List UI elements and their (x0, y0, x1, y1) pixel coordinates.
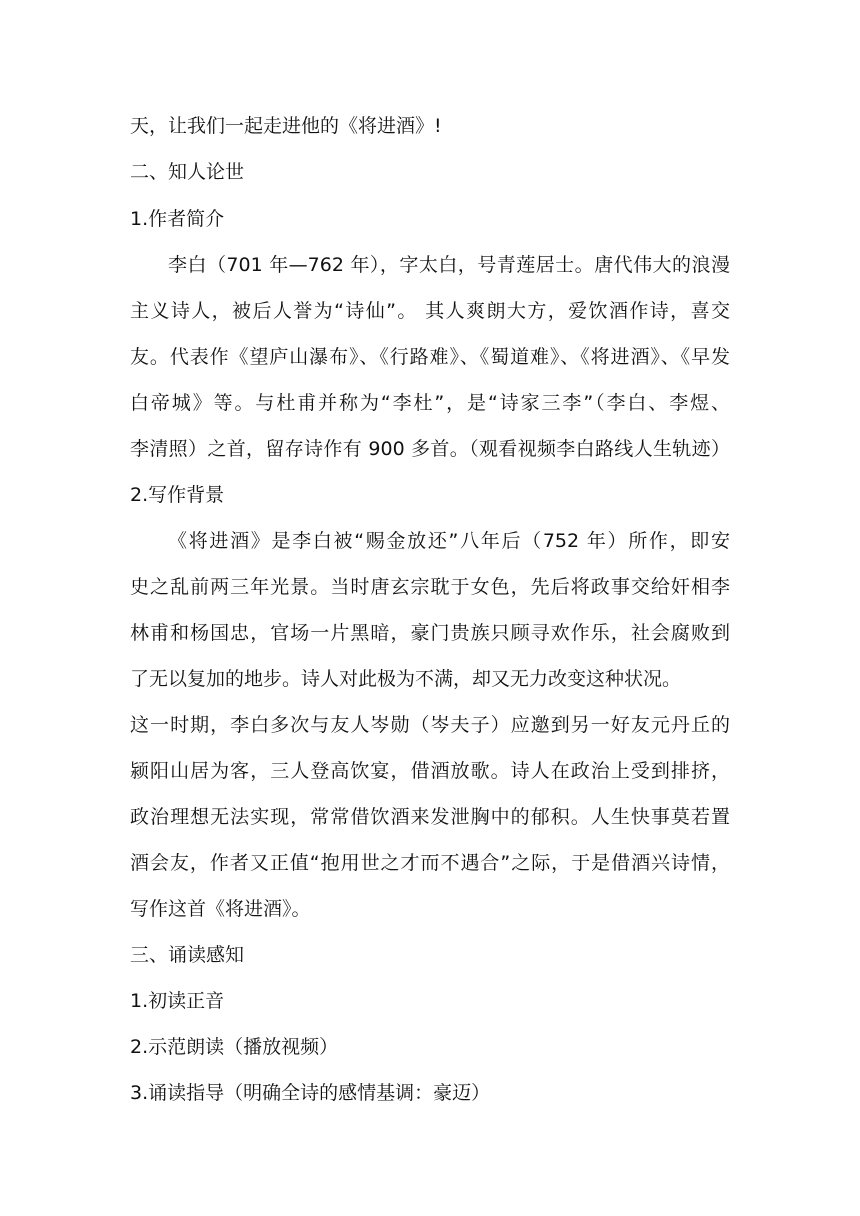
paragraph-line-author-5: 李清照）之首，留存诗作有 900 多首。（观看视频李白路线人生轨迹） (130, 438, 730, 460)
reading-step-1: 1.初读正音 (130, 990, 225, 1012)
paragraph-line-background-3: 林甫和杨国忠，官场一片黑暗，豪门贵族只顾寻欢作乐，社会腐败到 (130, 622, 730, 644)
section-heading-reading: 三、诵读感知 (130, 944, 245, 966)
paragraph-line-author-4: 白帝城》等。与杜甫并称为“李杜”，是“诗家三李”（李白、李煜、 (130, 392, 730, 414)
paragraph-line-author-3: 友。代表作《望庐山瀑布》、《行路难》、《蜀道难》、《将进酒》、《早发 (130, 346, 730, 368)
paragraph-line-author-1: 李白（701 年—762 年），字太白，号青莲居士。唐代伟大的浪漫 (168, 254, 730, 276)
subheading-writing-background: 2.写作背景 (130, 484, 225, 506)
paragraph-line-background-8: 酒会友，作者又正值“抱用世之才而不遇合”之际，于是借酒兴诗情， (130, 852, 730, 874)
paragraph-line-background-1: 《将进酒》是李白被“赐金放还”八年后（752 年）所作，即安 (168, 530, 730, 552)
reading-step-2: 2.示范朗读（播放视频） (130, 1036, 339, 1058)
paragraph-line-background-4: 了无以复加的地步。诗人对此极为不满，却又无力改变这种状况。 (130, 668, 682, 690)
paragraph-line-author-2: 主义诗人，被后人誉为“诗仙”。 其人爽朗大方，爱饮酒作诗，喜交 (130, 300, 730, 322)
text-line-intro-continuation: 天，让我们一起走进他的《将进酒》! (130, 115, 442, 137)
paragraph-line-background-7: 政治理想无法实现，常常借饮酒来发泄胸中的郁积。人生快事莫若置 (130, 806, 730, 828)
section-heading-know-author: 二、知人论世 (130, 161, 245, 183)
paragraph-line-background-2: 史之乱前两三年光景。当时唐玄宗耽于女色，先后将政事交给奸相李 (130, 576, 730, 598)
reading-step-3: 3.诵读指导（明确全诗的感情基调：豪迈） (130, 1082, 491, 1104)
paragraph-line-background-9: 写作这首《将进酒》。 (130, 898, 311, 920)
paragraph-line-background-5: 这一时期，李白多次与友人岑勋（岑夫子）应邀到另一好友元丹丘的 (130, 714, 730, 736)
subheading-author-intro: 1.作者简介 (130, 208, 225, 230)
paragraph-line-background-6: 颍阳山居为客，三人登高饮宴，借酒放歌。诗人在政治上受到排挤， (130, 760, 730, 782)
